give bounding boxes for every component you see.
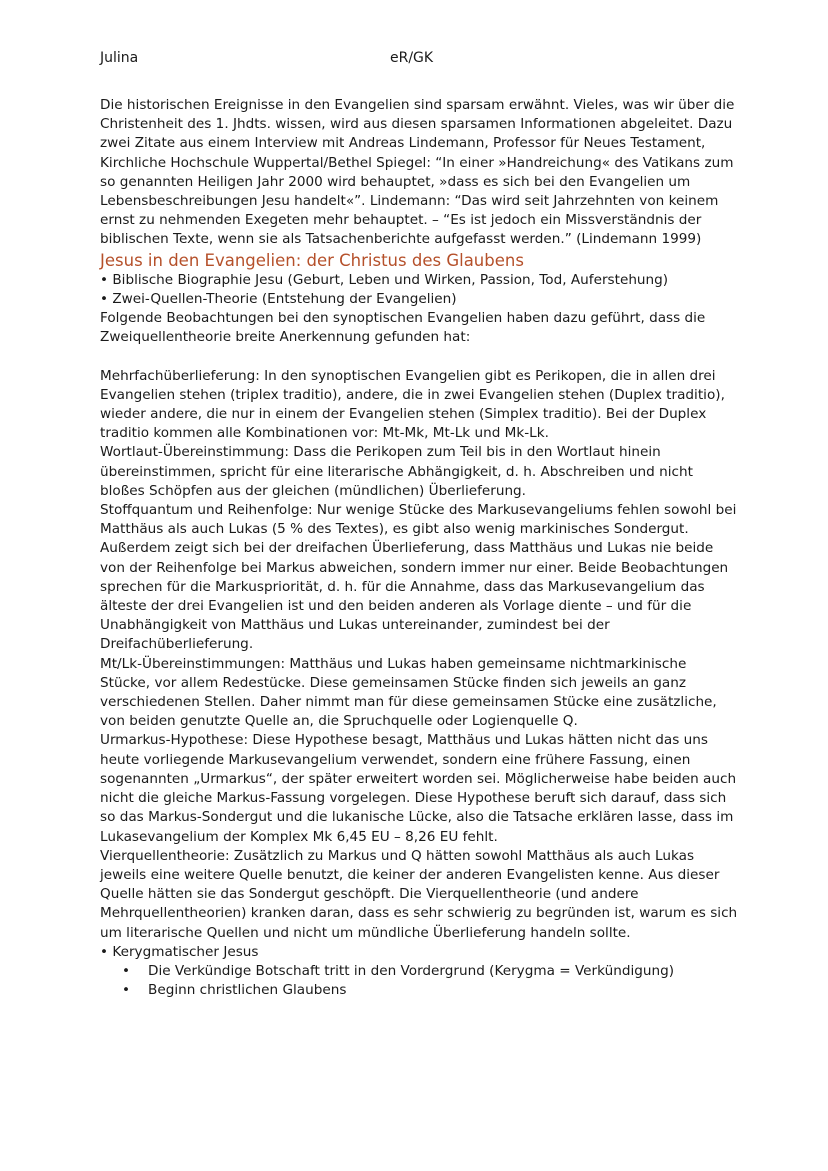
bullet-marker: • <box>122 982 131 999</box>
bullet-marker: • <box>122 962 131 979</box>
paragraph-wortlaut: Wortlaut-Übereinstimmung: Dass die Perikopen zum Teil bis in den Wortlaut hinein übereinstimmen, spricht für eine literarische Abhängigkeit, d. h. Abschreiben und nicht bloßes Schöpfen aus der gleichen (mündlichen) Überlieferung. <box>100 444 693 499</box>
paragraph-mehrfachueberlieferung: Mehrfachüberlieferung: In den synoptischen Evangelien gibt es Perikopen, die in allen drei Evangelien stehen (triplex traditio), andere, die in zwei Evangelien stehen (Duplex traditio), wieder andere, die nur in einem der Evangelien stehen (Simplex traditio). Bei der Duplex traditio kommen alle Kombinationen vor: Mt-Mk, Mt-Lk und Mk-Lk. <box>100 367 725 442</box>
course-label: eR/GK <box>390 50 434 66</box>
bullet-zwei-quellen: • Zwei-Quellen-Theorie (Entstehung der Evangelien) <box>100 290 457 307</box>
bullet-kerygmatischer-jesus: • Kerygmatischer Jesus <box>100 943 259 960</box>
author-name: Julina <box>100 50 139 66</box>
bullet-biographie: • Biblische Biographie Jesu (Geburt, Leben und Wirken, Passion, Tod, Auferstehung) <box>100 271 669 288</box>
paragraph-urmarkus: Urmarkus-Hypothese: Diese Hypothese besagt, Matthäus und Lukas hätten nicht das uns heute vorliegende Markusevangelium verwendet, sondern eine frühere Fassung, einen sogenannten „Urmarkus“, der später erweitert worden sei. Möglicherweise habe beiden auch nicht die gleiche Markus-Fassung vorgelegen. Diese Hypothese beruft sich darauf, dass sich so das Markus-Sondergut und die lukanische Lücke, also die Tatsache erklären lasse, dass im Lukasevangelium der Komplex Mk 6,45 EU – 8,26 EU fehlt. <box>100 732 737 845</box>
kerygma-sublist <box>100 962 740 1000</box>
intro-paragraph: Die historischen Ereignisse in den Evangelien sind sparsam erwähnt. Vieles, was wir über die Christenheit des 1. Jhdts. wissen, wird aus diesen sparsamen Informationen abgeleitet. Dazu zwei Zitate aus einem Interview mit Andreas Lindemann, Professor für Neues Testament, Kirchliche Hochschule Wuppertal/Bethel Spiegel: “In einer »Handreichung« des Vatikans zum so genannten Heiligen Jahr 2000 wird behauptet, »dass es sich bei den Evangelien um Lebensbeschreibungen Jesu handelt«”. Lindemann: “Das wird seit Jahrzehnten von keinem ernst zu nehmenden Exegeten mehr behauptet. – “Es ist jedoch ein Missverständnis der biblischen Texte, wenn sie als Tatsachenberichte aufgefasst werden.” (Lindemann 1999) <box>100 97 735 248</box>
lead-paragraph: Folgende Beobachtungen bei den synoptischen Evangelien haben dazu geführt, dass die Zweiquellentheorie breite Anerkennung gefunden hat: <box>100 310 706 346</box>
document-body <box>100 96 740 1000</box>
section-heading: Jesus in den Evangelien: der Christus des Glaubens <box>100 250 524 270</box>
paragraph-vierquellentheorie: Vierquellentheorie: Zusätzlich zu Markus und Q hätten sowohl Matthäus als auch Lukas jeweils eine weitere Quelle benutzt, die keiner der anderen Evangelisten kenne. Aus dieser Quelle hätten sie das Sondergut geschöpft. Die Vierquellentheorie (und andere Mehrquellentheorien) kranken daran, dass es sehr schwierig zu begründen ist, warum es sich um literarische Quellen und nicht um mündliche Überlieferung handeln sollte. <box>100 847 738 941</box>
paragraph-stoffquantum: Stoffquantum und Reihenfolge: Nur wenige Stücke des Markusevangeliums fehlen sowohl bei Matthäus als auch Lukas (5 % des Textes), es gibt also wenig markinisches Sondergut. Außerdem zeigt sich bei der dreifachen Überlieferung, dass Matthäus und Lukas nie beide von der Reihenfolge bei Markus abweichen, sondern immer nur einer. Beide Beobachtungen sprechen für die Markuspriorität, d. h. für die Annahme, dass das Markusevangelium das älteste der drei Evangelien ist und den beiden anderen als Vorlage diente – und für die Unabhängigkeit von Matthäus und Lukas untereinander, zumindest bei der Dreifachüberlieferung. <box>100 502 737 653</box>
page-header <box>100 50 740 70</box>
list-item-text: Die Verkündige Botschaft tritt in den Vordergrund (Kerygma = Verkündigung) <box>148 962 675 979</box>
paragraph-mt-lk: Mt/Lk-Übereinstimmungen: Matthäus und Lukas haben gemeinsame nichtmarkinische Stücke, vor allem Redestücke. Diese gemeinsamen Stücke finden sich jeweils an ganz verschiedenen Stellen. Daher nimmt man für diese gemeinsamen Stücke eine zusätzliche, von beiden genutzte Quelle an, die Spruchquelle oder Logienquelle Q. <box>100 655 717 730</box>
blank-line <box>100 347 740 366</box>
list-item <box>122 981 740 1000</box>
list-item <box>122 962 740 981</box>
list-item-text: Beginn christlichen Glaubens <box>148 982 347 999</box>
